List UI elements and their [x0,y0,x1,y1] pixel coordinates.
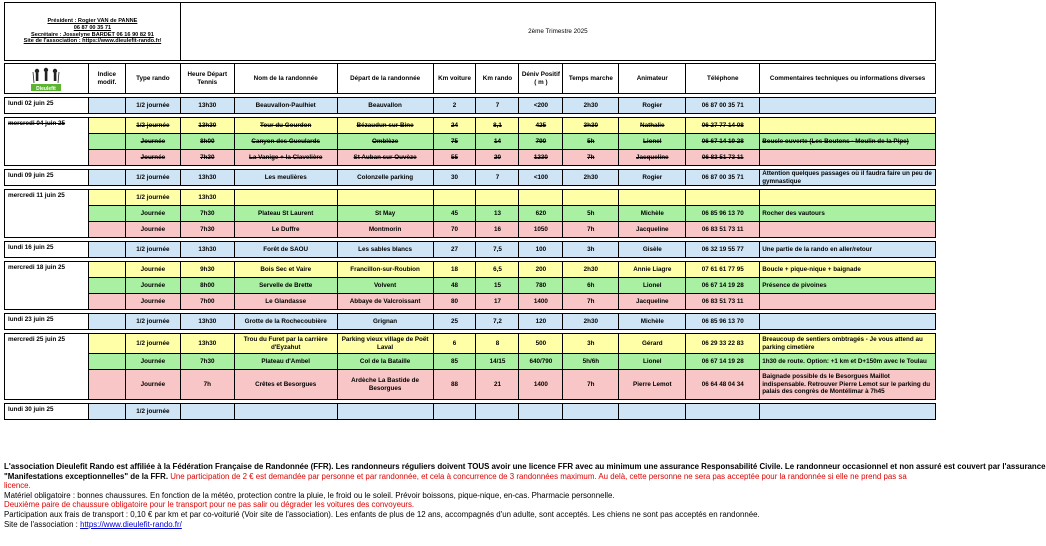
km-rando-cell: 7 [476,98,519,114]
heure-cell: 9h30 [180,262,234,278]
col-type: Type rando [125,64,180,94]
indice-cell [88,278,125,294]
temps-cell: 2h30 [563,314,619,330]
nom-cell: Servelle de Brette [234,278,337,294]
commentaire-cell [760,404,936,420]
deniv-cell: 100 [519,242,563,258]
km-voiture-cell: 24 [433,118,476,134]
km-voiture-cell: 30 [433,170,476,186]
temps-cell: 3h30 [563,118,619,134]
schedule-row [5,118,936,134]
nom-cell [234,404,337,420]
type-cell: 1/2 journée [125,98,180,114]
schedule-row [5,222,936,238]
secretary-line: Secrétaire : Josselyne BARDET 06 16 90 82 91 [31,31,154,38]
telephone-cell: 06 85 96 13 70 [686,206,760,222]
km-rando-cell: 17 [476,294,519,310]
temps-cell: 3h [563,242,619,258]
schedule-row [5,354,936,370]
col-temps: Temps marche [563,64,619,94]
km-voiture-cell [433,404,476,420]
km-voiture-cell: 2 [433,98,476,114]
nom-cell: La Vanige + la Clavelière [234,150,337,166]
indice-cell [88,134,125,150]
depart-cell: Colonzelle parking [337,170,433,186]
club-logo [5,64,89,94]
heure-cell: 7h30 [180,222,234,238]
animateur-cell: Annie Liagre [619,262,686,278]
km-rando-cell: 14 [476,134,519,150]
depart-cell: Montmorin [337,222,433,238]
indice-cell [88,334,125,354]
footer-notes [4,462,1046,529]
animateur-cell: Jacqueline [619,294,686,310]
col-commentaires: Commentaires techniques ou informations diverses [760,64,936,94]
animateur-cell: Michèle [619,206,686,222]
deniv-cell: 780 [519,278,563,294]
temps-cell: 5h/6h [563,354,619,370]
temps-cell: 7h [563,294,619,310]
indice-cell [88,150,125,166]
planning-sheet [4,2,936,420]
indice-cell [88,262,125,278]
depart-cell: Francillon-sur-Roubion [337,262,433,278]
nom-cell: Bois Sec et Vaire [234,262,337,278]
heure-cell: 13h30 [180,170,234,186]
footer-participation-line: "Manifestations exceptionnelles" de la FFR. Une participation de 2 € est demandée par personne et par randonnée, et cela à concurrence de 3 randonnées maximum. Au delà, cette personne ne sera pas acceptée pour la randonnée si elle ne prend pas sa [4,471,907,481]
telephone-cell: 06 32 19 55 77 [686,242,760,258]
telephone-cell [686,190,760,206]
schedule-row [5,404,936,420]
depart-cell: Abbaye de Valcroissant [337,294,433,310]
commentaire-cell [760,118,936,134]
type-cell: Journée [125,370,180,400]
nom-cell: Forêt de SAOU [234,242,337,258]
footer-licence-line: licence. [4,481,31,491]
date-cell: mercredi 11 juin 25 [5,190,89,238]
km-rando-cell: 7,2 [476,314,519,330]
commentaire-cell [760,190,936,206]
deniv-cell: 1400 [519,370,563,400]
km-rando-cell: 13 [476,206,519,222]
temps-cell: 7h [563,370,619,400]
type-cell: 1/2 journée [125,404,180,420]
heure-cell [180,404,234,420]
type-cell: Journée [125,222,180,238]
indice-cell [88,170,125,186]
animateur-cell: Lionel [619,278,686,294]
temps-cell: 7h [563,150,619,166]
type-cell: Journée [125,354,180,370]
animateur-cell: Michèle [619,314,686,330]
commentaire-cell [760,294,936,310]
commentaire-cell: Boucle + pique-nique + baignade [760,262,936,278]
heure-cell: 8h00 [180,134,234,150]
contact-box [5,3,181,61]
date-cell: mercredi 18 juin 25 [5,262,89,310]
km-voiture-cell: 88 [433,370,476,400]
commentaire-cell [760,98,936,114]
col-deniv: Déniv Positif ( m ) [519,64,563,94]
footer-site-line: Site de l'association : https://www.dieulefit-rando.fr/ [4,519,182,529]
commentaire-cell: 1h30 de route. Option: +1 km et D+150m avec le Toulau [760,354,936,370]
temps-cell: 2h30 [563,98,619,114]
animateur-cell: Jacqueline [619,150,686,166]
animateur-cell: Rogier [619,98,686,114]
type-cell: Journée [125,294,180,310]
nom-cell: Tour du Gourdon [234,118,337,134]
nom-cell: Plateau St Laurent [234,206,337,222]
col-km-rando: Km rando [476,64,519,94]
trimestre-title: 2ème Trimestre 2025 [180,3,935,61]
depart-cell: St May [337,206,433,222]
commentaire-cell: Attention quelques passages où il faudra faire un peu de gymnastique [760,170,936,186]
indice-cell [88,370,125,400]
telephone-cell: 06 67 14 19 28 [686,134,760,150]
commentaire-cell [760,314,936,330]
indice-cell [88,118,125,134]
header-table [4,2,936,61]
animateur-cell [619,190,686,206]
type-cell: Journée [125,134,180,150]
heure-cell: 7h30 [180,354,234,370]
date-cell: mercredi 04 juin 25 [5,118,89,166]
km-rando-cell: 16 [476,222,519,238]
depart-cell: Beauvallon [337,98,433,114]
telephone-cell [686,404,760,420]
telephone-cell: 06 87 00 35 71 [686,170,760,186]
col-nom: Nom de la randonnée [234,64,337,94]
type-cell: 1/2 journée [125,118,180,134]
site-link[interactable]: https://www.dieulefit-rando.fr/ [80,519,182,529]
nom-cell: Le Duffre [234,222,337,238]
schedule-row [5,314,936,330]
nom-cell: Canyon des Gueulards [234,134,337,150]
commentaire-cell: Une partie de la rando en aller/retour [760,242,936,258]
temps-cell [563,404,619,420]
date-cell: lundi 09 juin 25 [5,170,89,186]
type-cell: 1/2 journée [125,242,180,258]
president-line: Président : Rogier VAN de PANNE [47,17,138,24]
commentaire-cell: Breaucoup de sentiers ombtragés - Je vous attend au parking cimetière [760,334,936,354]
km-rando-cell: 8,1 [476,118,519,134]
col-km-voiture: Km voiture [433,64,476,94]
km-voiture-cell: 48 [433,278,476,294]
commentaire-cell: Baignade possible ds le Besorgues Maillot indispensable. Retrouver Pierre Lemot sur le parking du palais des congrès de Montélimar à 7h45 [760,370,936,400]
commentaire-cell: Rocher des vautours [760,206,936,222]
schedule-row [5,334,936,354]
depart-cell [337,404,433,420]
deniv-cell: 425 [519,118,563,134]
heure-cell: 7h [180,370,234,400]
nom-cell: Le Glandasse [234,294,337,310]
nom-cell: Beauvallon-Paulhiet [234,98,337,114]
deniv-cell: 640/790 [519,354,563,370]
km-rando-cell: 7 [476,170,519,186]
heure-cell: 13h30 [180,242,234,258]
heure-cell: 13h30 [180,98,234,114]
schedule-row [5,370,936,400]
animateur-cell: Jacqueline [619,222,686,238]
schedule-row [5,262,936,278]
commentaire-cell [760,222,936,238]
depart-cell: Col de la Bataille [337,354,433,370]
indice-cell [88,190,125,206]
telephone-cell: 06 27 77 14 08 [686,118,760,134]
schedule-row [5,134,936,150]
temps-cell: 5h [563,206,619,222]
col-heure: Heure Départ Tennis [180,64,234,94]
nom-cell: Crêtes et Besorgues [234,370,337,400]
schedule-body [5,94,936,420]
km-voiture-cell: 25 [433,314,476,330]
km-voiture-cell: 70 [433,222,476,238]
heure-cell: 13h30 [180,118,234,134]
type-cell: 1/2 journée [125,190,180,206]
indice-cell [88,314,125,330]
commentaire-cell [760,150,936,166]
indice-cell [88,404,125,420]
date-cell: lundi 02 juin 25 [5,98,89,114]
heure-cell: 7h30 [180,150,234,166]
date-cell: lundi 16 juin 25 [5,242,89,258]
telephone-cell: 06 83 51 73 11 [686,294,760,310]
deniv-cell: 620 [519,206,563,222]
animateur-cell [619,404,686,420]
date-cell: lundi 30 juin 25 [5,404,89,420]
heure-cell: 13h30 [180,314,234,330]
telephone-cell: 06 64 48 04 34 [686,370,760,400]
km-voiture-cell: 55 [433,150,476,166]
logo-text: Dieulefit [36,85,57,92]
temps-cell: 6h [563,278,619,294]
commentaire-cell: Présence de pivoines [760,278,936,294]
schedule-row [5,98,936,114]
km-rando-cell: 15 [476,278,519,294]
animateur-cell: Rogier [619,170,686,186]
telephone-cell: 06 83 51 73 11 [686,222,760,238]
footer-chaussures-line: Deuxième paire de chaussure obligatoire pour le transport pour ne pas salir ou dégrader les voitures des convoyeurs. [4,500,415,510]
deniv-cell: 790 [519,134,563,150]
col-telephone: Téléphone [686,64,760,94]
type-cell: Journée [125,278,180,294]
col-animateur: Animateur [619,64,686,94]
telephone-cell: 06 67 14 19 28 [686,278,760,294]
km-rando-cell: 21 [476,370,519,400]
deniv-cell: <100 [519,170,563,186]
telephone-cell: 06 29 33 22 83 [686,334,760,354]
deniv-cell: 1230 [519,150,563,166]
date-cell: lundi 23 juin 25 [5,314,89,330]
deniv-cell: <200 [519,98,563,114]
indice-cell [88,206,125,222]
president-phone: 06 87 00 35 71 [73,24,112,31]
telephone-cell: 06 67 14 19 28 [686,354,760,370]
type-cell: Journée [125,150,180,166]
depart-cell: Les sables blancs [337,242,433,258]
animateur-cell: Pierre Lemot [619,370,686,400]
temps-cell [563,190,619,206]
schedule-table [4,63,936,420]
depart-cell [337,190,433,206]
deniv-cell [519,190,563,206]
km-voiture-cell: 45 [433,206,476,222]
deniv-cell: 1400 [519,294,563,310]
deniv-cell [519,404,563,420]
km-rando-cell: 20 [476,150,519,166]
type-cell: 1/2 journée [125,334,180,354]
km-voiture-cell: 85 [433,354,476,370]
km-voiture-cell: 18 [433,262,476,278]
km-voiture-cell: 6 [433,334,476,354]
nom-cell [234,190,337,206]
temps-cell: 2h30 [563,170,619,186]
indice-cell [88,354,125,370]
animateur-cell: Lionel [619,354,686,370]
animateur-cell: Nathalie [619,118,686,134]
telephone-cell: 06 83 51 73 11 [686,150,760,166]
animateur-cell: Lionel [619,134,686,150]
deniv-cell: 120 [519,314,563,330]
schedule-row [5,278,936,294]
indice-cell [88,294,125,310]
col-indice: Indice modif. [88,64,125,94]
site-line[interactable]: Site de l'association : https://www.dieulefit-rando.fr/ [23,38,162,45]
telephone-cell: 06 87 00 35 71 [686,98,760,114]
indice-cell [88,222,125,238]
km-rando-cell: 14/15 [476,354,519,370]
hikers-logo-icon [29,66,63,92]
nom-cell: Trou du Furet par la carrière d'Eyzahut [234,334,337,354]
type-cell: 1/2 journée [125,314,180,330]
animateur-cell: Gisèle [619,242,686,258]
temps-cell: 5h [563,134,619,150]
km-rando-cell: 7,5 [476,242,519,258]
type-cell: Journée [125,206,180,222]
footer-ffr-line: L'association Dieulefit Rando est affiliée à la Fédération Française de Randonnée (FFR). Les randonneurs réguliers doivent TOUS avoir une licence FFR avec au minimum une assurance Responsabilité Civile. Le randonneur occasionnel et non assuré est couvert par l'assurance [4,462,1046,471]
km-rando-cell [476,190,519,206]
type-cell: 1/2 journée [125,170,180,186]
km-voiture-cell: 27 [433,242,476,258]
indice-cell [88,242,125,258]
date-cell: mercredi 25 juin 25 [5,334,89,400]
depart-cell: Volvent [337,278,433,294]
depart-cell: Omblèze [337,134,433,150]
footer-frais-line: Participation aux frais de transport : 0,10 € par km et par co-voiturié (Voir site de l'association). Les enfants de plus de 12 ans, accompagnés d'un adulte, sont acceptés. Les chiens ne sont pas acceptés en randonnée. [4,509,760,519]
nom-cell: Plateau d'Ambel [234,354,337,370]
km-rando-cell: 8 [476,334,519,354]
km-voiture-cell [433,190,476,206]
footer-materiel-line: Matériel obligatoire : bonnes chaussures. En fonction de la météo, protection contre la pluie, le froid ou le soleil. Prévoir boissons, pique-nique, en-cas. Pharmacie personnelle. [4,490,615,500]
heure-cell: 13h30 [180,334,234,354]
deniv-cell: 200 [519,262,563,278]
commentaire-cell: Boucle ouverte (Les Boutons - Moulin de la Pipe) [760,134,936,150]
km-rando-cell: 6,5 [476,262,519,278]
schedule-row [5,294,936,310]
depart-cell: Bézaudun sur Bine [337,118,433,134]
depart-cell: Grignan [337,314,433,330]
deniv-cell: 500 [519,334,563,354]
column-header-row [5,64,936,94]
schedule-row [5,170,936,186]
heure-cell: 13h30 [180,190,234,206]
heure-cell: 7h30 [180,206,234,222]
deniv-cell: 1050 [519,222,563,238]
heure-cell: 7h00 [180,294,234,310]
nom-cell: Les meulières [234,170,337,186]
depart-cell: St Auban sur Ouvèze [337,150,433,166]
heure-cell: 8h00 [180,278,234,294]
schedule-row [5,206,936,222]
schedule-row [5,150,936,166]
km-rando-cell [476,404,519,420]
temps-cell: 2h30 [563,262,619,278]
schedule-row [5,242,936,258]
telephone-cell: 07 61 61 77 95 [686,262,760,278]
animateur-cell: Gérard [619,334,686,354]
telephone-cell: 06 85 96 13 70 [686,314,760,330]
type-cell: Journée [125,262,180,278]
nom-cell: Grotte de la Rochecoubière [234,314,337,330]
temps-cell: 3h [563,334,619,354]
col-depart: Départ de la randonnée [337,64,433,94]
km-voiture-cell: 80 [433,294,476,310]
depart-cell: Parking vieux village de Poët Laval [337,334,433,354]
schedule-row [5,190,936,206]
temps-cell: 7h [563,222,619,238]
depart-cell: Ardèche La Bastide de Besorgues [337,370,433,400]
indice-cell [88,98,125,114]
km-voiture-cell: 75 [433,134,476,150]
